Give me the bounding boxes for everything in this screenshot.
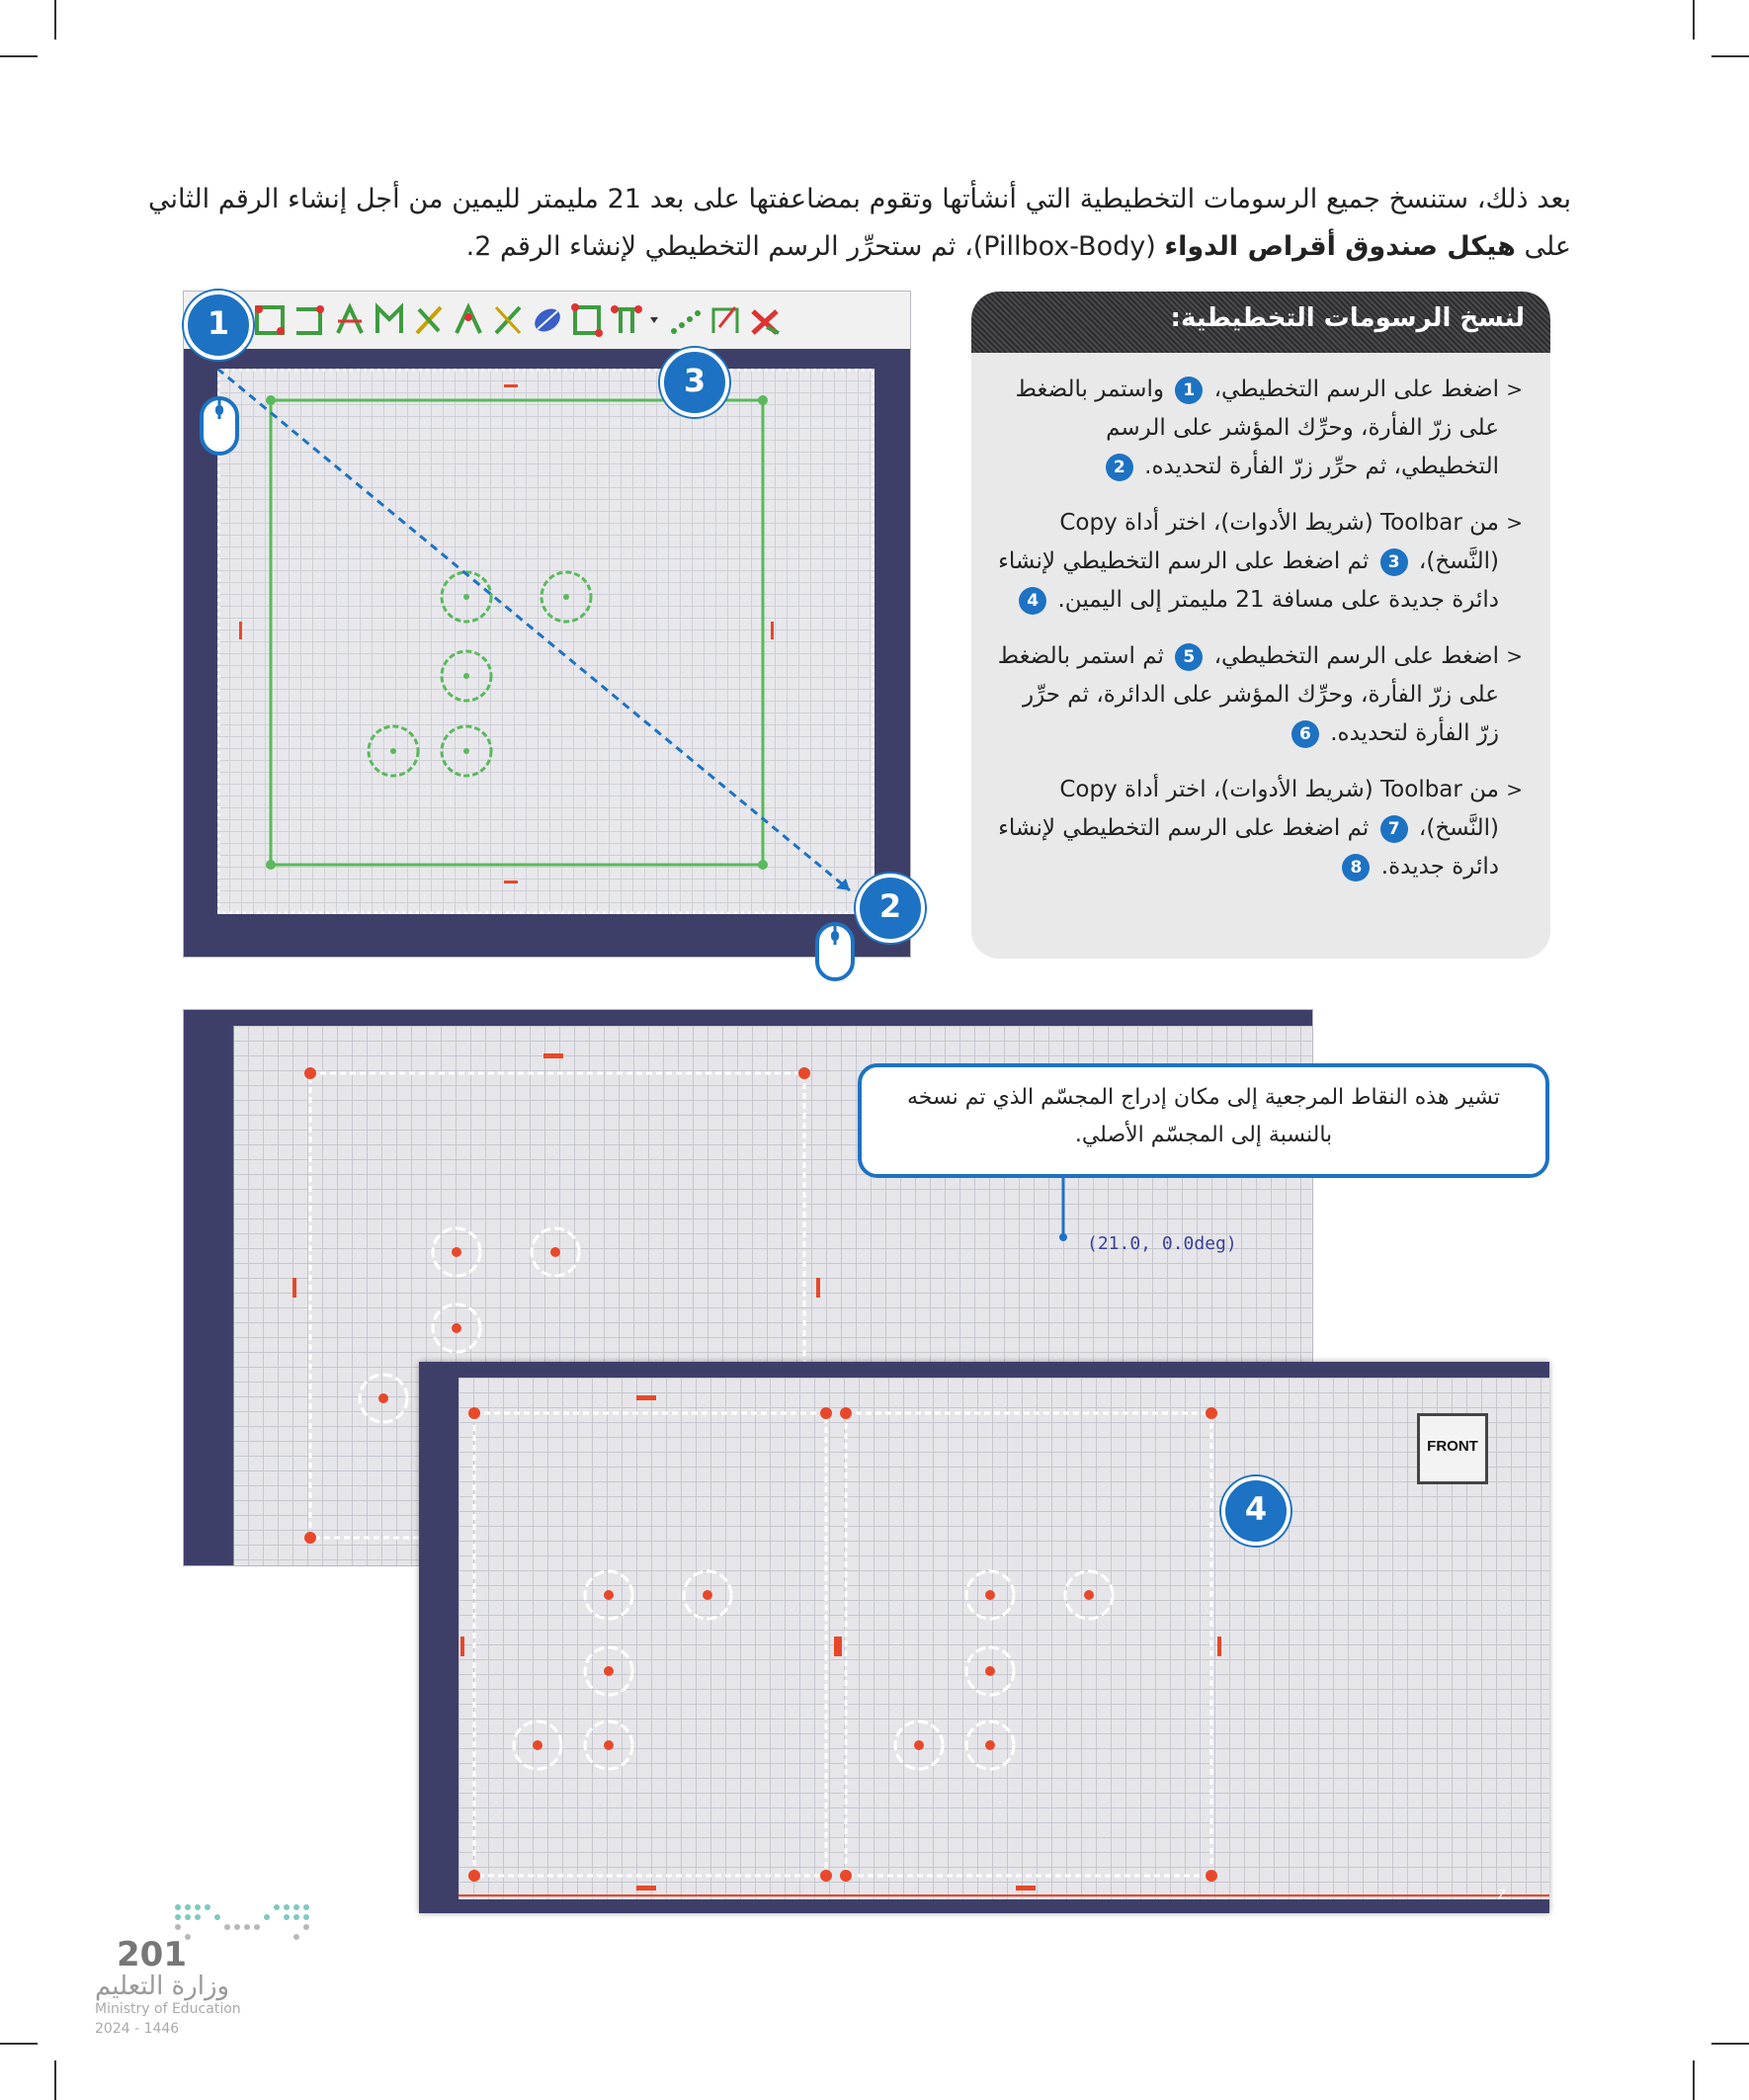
duplicated-sketch-drawing [458, 1378, 1549, 1899]
ministry-logo-icon [168, 1899, 326, 1943]
step-number: 5 [1175, 643, 1203, 671]
mouse-icon [199, 395, 240, 457]
callout-badge-1: 1 [184, 291, 253, 360]
intro-paragraph [148, 176, 1571, 271]
step-number: 1 [1175, 377, 1203, 404]
step-number: 7 [1380, 815, 1408, 843]
step-number: 3 [1380, 548, 1408, 576]
step-number: 8 [1342, 854, 1370, 882]
callout-badge-2: 2 [856, 874, 925, 943]
callout-badge-4: 4 [1221, 1476, 1291, 1546]
drag-path [217, 369, 850, 890]
intro-line-1: بعد ذلك، ستنسخ جميع الرسومات التخطيطية التي أنشأتها وتقوم بمضاعفتها على بعد 21 مليمتر لليمين من أجل إنشاء الرقم [217, 184, 1571, 214]
ministry-name-ar: وزارة التعليم [95, 1972, 230, 2001]
duplicated-sketch-screenshot [419, 1362, 1549, 1913]
sketch-viewport[interactable] [217, 369, 874, 914]
toolbar-icon-row [255, 303, 779, 337]
view-cube[interactable]: FRONT [1417, 1413, 1488, 1484]
step-number: 6 [1291, 720, 1319, 748]
step-number: 2 [1106, 454, 1133, 481]
sketch-drawing [217, 369, 874, 914]
step-number: 4 [1019, 587, 1046, 615]
step-item: < من Toolbar (شريط الأدوات)، اختر أداة Copy (النَّسخ)، 3 ثم اضغط على الرسم التخطيطي لإنشاء دائرة جديدة على مسافة 21 مليمتر إلى اليمين. 4 [994, 504, 1523, 620]
instructions-panel [971, 292, 1550, 959]
step-item: < اضغط على الرسم التخطيطي، 5 ثم استمر بالضغط على زرّ الفأرة، وحرِّك المؤشر على الدائرة، ثم حرِّر زرّ الفأرة لتحديده. 6 [994, 637, 1523, 753]
toolbar-icons [184, 292, 910, 349]
intro-line-2b: (Pillbox-Body)، ثم ستحرِّر الرسم التخطيطي لإنشاء الرقم 2. [465, 231, 1165, 262]
note-leader-line [1059, 1174, 1067, 1245]
intro-line-2a: الثاني على [148, 184, 1571, 262]
step-item: < اضغط على الرسم التخطيطي، 1 واستمر بالضغط على زرّ الفأرة، وحرِّك المؤشر على الرسم التخطيطي، ثم حرِّر زرّ الفأرة لتحديده. 2 [994, 371, 1523, 486]
sketcher-toolbar [184, 292, 910, 350]
sketch-selection-screenshot [184, 292, 910, 957]
intro-bold-term: هيكل صندوق أقراص الدواء [1164, 231, 1516, 262]
bullet-arrow-icon: < [1506, 511, 1523, 535]
callout-badge-3: 3 [660, 348, 729, 417]
panel-title: لنسخ الرسومات التخطيطية: [1170, 303, 1525, 333]
step-item: < من Toolbar (شريط الأدوات)، اختر أداة Copy (النَّسخ)، 7 ثم اضغط على الرسم التخطيطي لإنشاء دائرة جديدة. 8 [994, 771, 1523, 886]
z-axis-label: Z [1498, 1888, 1507, 1901]
reference-points-note: تشير هذه النقاط المرجعية إلى مكان إدراج المجسّم الذي تم نسخه بالنسبة إلى المجسّم الأصلي. [858, 1063, 1549, 1178]
page-number: 201 [117, 1935, 187, 1974]
viewport-grid[interactable] [458, 1378, 1549, 1899]
bullet-arrow-icon: < [1506, 778, 1523, 801]
bullet-arrow-icon: < [1506, 378, 1523, 401]
sketch-circles [369, 572, 591, 776]
mouse-icon [814, 921, 856, 982]
steps-list [994, 371, 1523, 904]
sketch-rectangle [271, 400, 763, 865]
bullet-arrow-icon: < [1506, 644, 1523, 668]
edition-year: 2024 - 1446 [95, 2021, 180, 2037]
ministry-name-en: Ministry of Education [95, 2001, 241, 2017]
coordinate-readout: (21.0, 0.0deg) [1087, 1233, 1237, 1254]
